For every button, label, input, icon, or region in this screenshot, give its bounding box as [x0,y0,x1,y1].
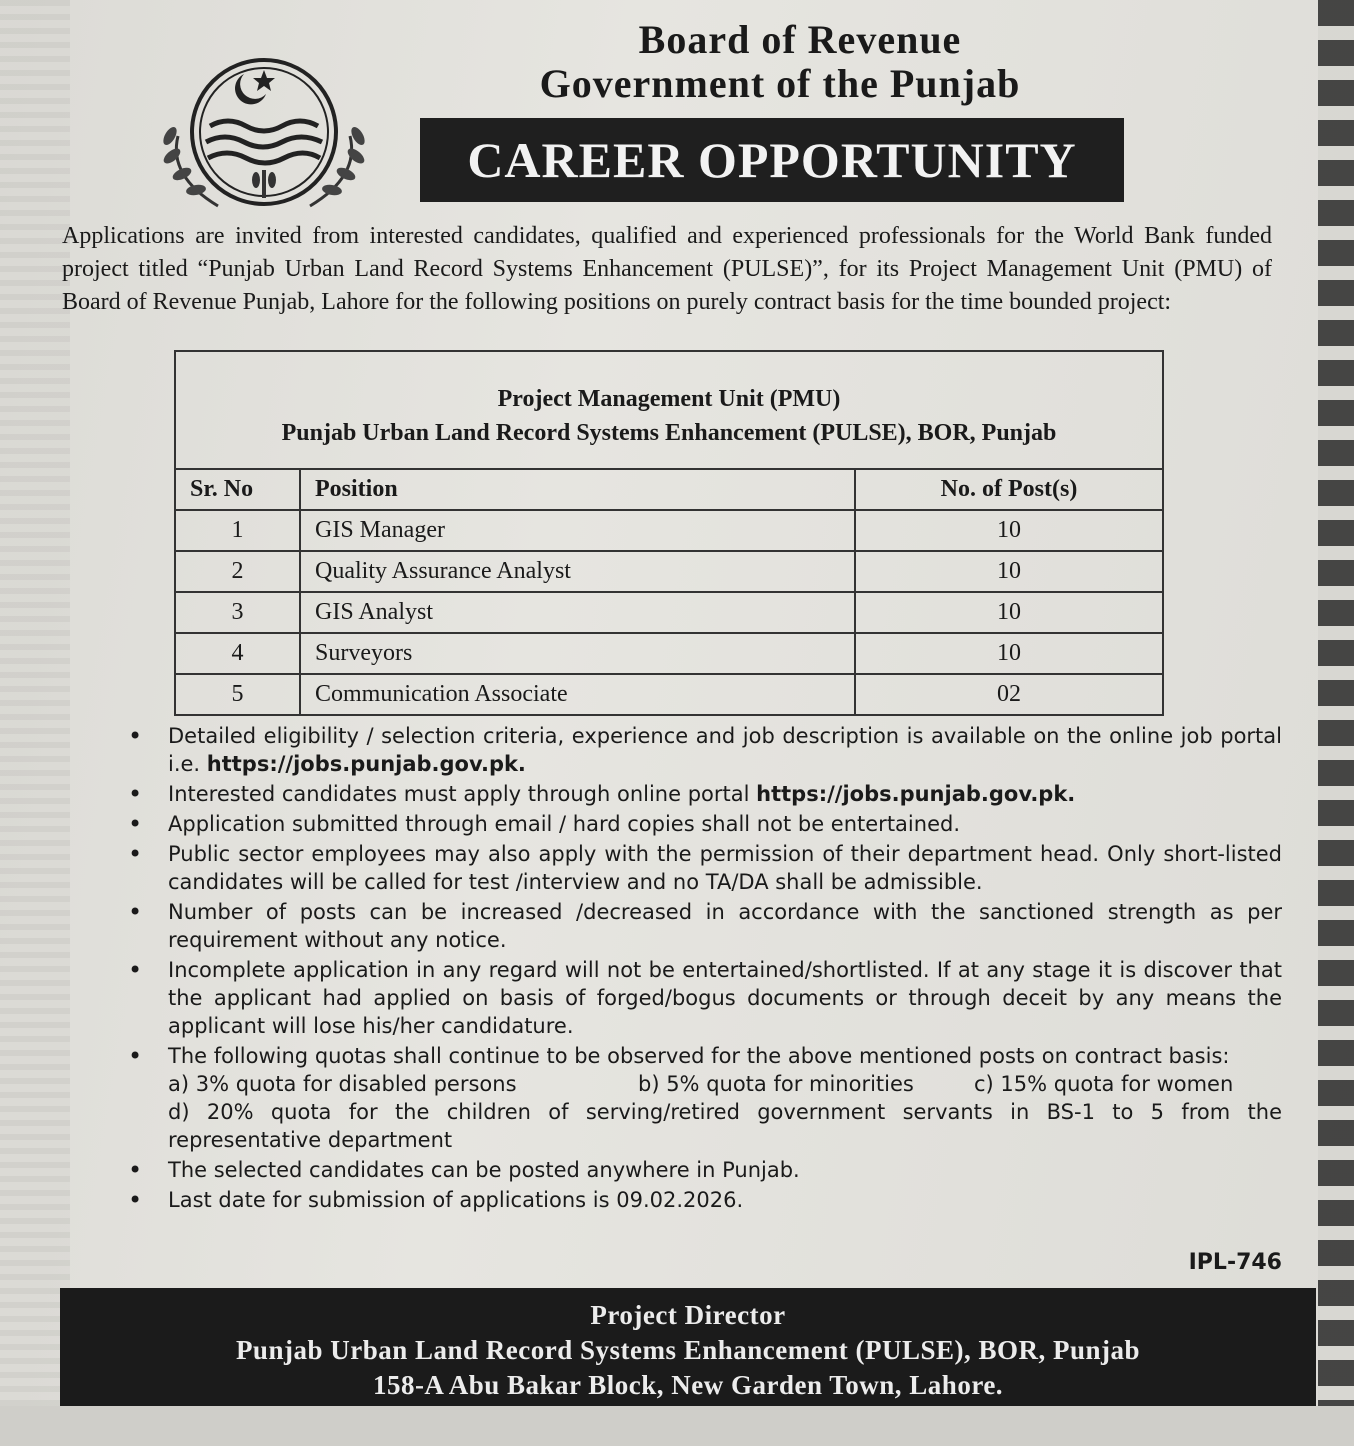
bullet-text: Interested candidates must apply through online portal [168,782,757,806]
government-title: Government of the Punjab [539,61,1021,106]
cell-sr: 5 [175,674,300,715]
header-position: Position [300,469,855,510]
job-portal-link[interactable]: https://jobs.punjab.gov.pk. [206,752,526,776]
table-row [175,633,1163,674]
cell-posts: 10 [855,510,1163,551]
organization-title: Board of Revenue [638,17,962,62]
quota-b: b) 5% quota for minorities [638,1072,914,1096]
list-item [120,780,1282,808]
advertisement-reference: IPL-746 [1188,1250,1282,1275]
cell-position: Surveyors [300,633,855,674]
quota-intro: • The following quotas shall continue to be observed for the above mentioned posts on contract basis: [168,1044,1230,1068]
list-item: • Public sector employees may also apply with the permission of their department head. Only short-listed candidates will be called for test /interview and no TA/DA shall be admissible. [120,840,1282,896]
list-item [120,1042,1282,1154]
paper-right-edge [1318,0,1354,1446]
list-item: • Application submitted through email / hard copies shall not be entertained. [120,810,1282,838]
footer-designation: Project Director [590,1300,786,1330]
cell-sr: 3 [175,592,300,633]
apply-portal-link[interactable]: https://jobs.punjab.gov.pk. [756,782,1076,806]
positions-table [174,350,1164,716]
table-header-row [175,469,1163,510]
list-item: • Last date for submission of applications is 09.02.2026. [120,1186,1282,1214]
list-item [120,722,1282,778]
punjab-government-emblem-icon [148,56,380,216]
cell-position: GIS Analyst [300,592,855,633]
paper-bottom-edge [0,1406,1354,1446]
list-item: • The selected candidates can be posted anywhere in Punjab. [120,1156,1282,1184]
table-row [175,592,1163,633]
instructions-list [120,722,1282,1216]
quota-a: a) 3% quota for disabled persons [168,1072,517,1096]
cell-position: Communication Associate [300,674,855,715]
table-row [175,510,1163,551]
cell-position: GIS Manager [300,510,855,551]
cell-sr: 2 [175,551,300,592]
cell-posts: 10 [855,592,1163,633]
cell-position: Quality Assurance Analyst [300,551,855,592]
cell-posts: 02 [855,674,1163,715]
quota-c: c) 15% quota for women [974,1072,1234,1096]
paper-left-edge [0,0,70,1446]
footer-project: Punjab Urban Land Record Systems Enhancement (PULSE), BOR, Punjab [235,1335,1141,1365]
table-row [175,674,1163,715]
footer-address: 158-A Abu Bakar Block, New Garden Town, Lahore. [372,1370,1004,1400]
quota-d: d) 20% quota for the children of serving/retired government servants in BS-1 to 5 from the representative department [168,1100,1282,1152]
list-item: • Incomplete application in any regard will not be entertained/shortlisted. If at any stage it is discover that the applicant had applied on basis of forged/bogus documents or through deceit by any means the applicant will lose his/her candidature. [120,956,1282,1040]
table-caption-row [175,351,1163,469]
bullet-text: Detailed eligibility / selection criteria, experience and job description is available on the online job portal i.e. [168,724,1282,776]
cell-sr: 1 [175,510,300,551]
table-caption-line2: Punjab Urban Land Record Systems Enhancement (PULSE), BOR, Punjab [281,420,1057,446]
cell-posts: 10 [855,551,1163,592]
header-posts: No. of Post(s) [855,469,1163,510]
cell-posts: 10 [855,633,1163,674]
intro-paragraph: Applications are invited from interested candidates, qualified and experienced professionals for the World Bank funded project titled “Punjab Urban Land Record Systems Enhancement (PULSE)”, for its Project Management Unit (PMU) of Board of Revenue Punjab, Lahore for the following positions on purely contract basis for the time bounded project: [62,223,1272,315]
table-caption [175,351,1163,469]
table-caption-line1: Project Management Unit (PMU) [497,386,841,412]
header-sr-no: Sr. No [175,469,300,510]
quota-row [168,1070,1282,1098]
cell-sr: 4 [175,633,300,674]
career-opportunity-banner: CAREER OPPORTUNITY [420,118,1124,202]
list-item: • Number of posts can be increased /decreased in accordance with the sanctioned strength as per requirement without any notice. [120,898,1282,954]
footer-contact-block [60,1288,1316,1406]
table-row [175,551,1163,592]
